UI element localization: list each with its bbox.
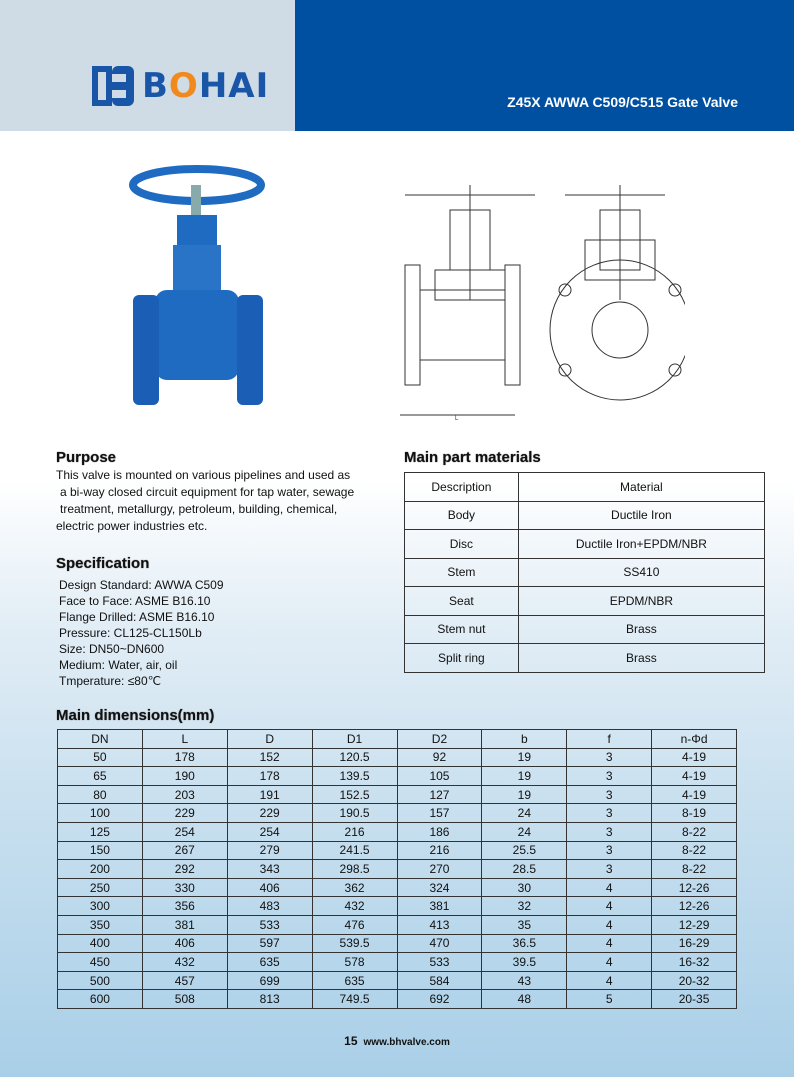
table-cell: Ductile Iron — [518, 501, 764, 530]
purpose-line: This valve is mounted on various pipelines and used as — [56, 468, 351, 482]
table-cell: Stem nut — [405, 615, 519, 644]
table-cell: 432 — [312, 897, 397, 916]
table-row — [58, 860, 737, 879]
table-row — [405, 644, 765, 673]
table-header-row — [58, 730, 737, 749]
table-cell: 692 — [397, 990, 482, 1009]
table-cell: 8-22 — [652, 860, 737, 879]
table-cell: 3 — [567, 860, 652, 879]
table-row — [405, 587, 765, 616]
column-header: f — [567, 730, 652, 749]
purpose-line: electric power industries etc. — [56, 519, 208, 533]
table-cell: 584 — [397, 971, 482, 990]
table-cell: 8-19 — [652, 804, 737, 823]
table-cell: 105 — [397, 767, 482, 786]
table-cell: 362 — [312, 878, 397, 897]
table-cell: 36.5 — [482, 934, 567, 953]
table-cell: 80 — [58, 785, 143, 804]
table-cell: 229 — [142, 804, 227, 823]
page-footer — [0, 1034, 794, 1048]
logo-mark-icon — [92, 66, 136, 106]
table-cell: Split ring — [405, 644, 519, 673]
table-cell: 92 — [397, 748, 482, 767]
table-cell: 125 — [58, 822, 143, 841]
materials-heading: Main part materials — [404, 449, 541, 466]
table-cell: 19 — [482, 767, 567, 786]
table-cell: 8-22 — [652, 841, 737, 860]
table-cell: 178 — [142, 748, 227, 767]
table-cell: 4-19 — [652, 748, 737, 767]
table-row — [58, 767, 737, 786]
table-cell: 350 — [58, 915, 143, 934]
table-cell: 24 — [482, 822, 567, 841]
purpose-text — [56, 467, 354, 535]
spec-line: Face to Face: ASME B16.10 — [59, 594, 211, 608]
table-cell: 300 — [58, 897, 143, 916]
table-cell: 5 — [567, 990, 652, 1009]
table-row — [58, 804, 737, 823]
table-cell: 450 — [58, 953, 143, 972]
specification-list — [59, 577, 224, 689]
table-cell: 813 — [227, 990, 312, 1009]
table-cell: 35 — [482, 915, 567, 934]
table-cell: 178 — [227, 767, 312, 786]
purpose-line: a bi-way closed circuit equipment for tap water, sewage — [60, 485, 355, 499]
table-cell: Seat — [405, 587, 519, 616]
table-cell: 203 — [142, 785, 227, 804]
dim-label-l: L — [455, 416, 459, 422]
table-cell: 539.5 — [312, 934, 397, 953]
table-cell: 4 — [567, 934, 652, 953]
table-cell: 254 — [142, 822, 227, 841]
table-row — [58, 878, 737, 897]
table-row — [58, 785, 737, 804]
table-cell: 4 — [567, 971, 652, 990]
table-cell: EPDM/NBR — [518, 587, 764, 616]
column-header: DN — [58, 730, 143, 749]
table-cell: 476 — [312, 915, 397, 934]
brand-name: BOHAI — [142, 66, 270, 106]
table-cell: 381 — [142, 915, 227, 934]
table-cell: 4-19 — [652, 785, 737, 804]
table-cell: Stem — [405, 558, 519, 587]
table-cell: 578 — [312, 953, 397, 972]
table-cell: 400 — [58, 934, 143, 953]
table-cell: 152 — [227, 748, 312, 767]
table-cell: 292 — [142, 860, 227, 879]
table-cell: 343 — [227, 860, 312, 879]
table-cell: 406 — [227, 878, 312, 897]
table-cell: 3 — [567, 804, 652, 823]
table-cell: 3 — [567, 748, 652, 767]
table-cell: Disc — [405, 530, 519, 559]
table-cell: SS410 — [518, 558, 764, 587]
table-cell: 150 — [58, 841, 143, 860]
table-row — [58, 990, 737, 1009]
table-cell: Body — [405, 501, 519, 530]
table-cell: 699 — [227, 971, 312, 990]
table-cell: 19 — [482, 785, 567, 804]
table-cell: 30 — [482, 878, 567, 897]
purpose-heading: Purpose — [56, 449, 117, 466]
spec-line: Flange Drilled: ASME B16.10 — [59, 610, 215, 624]
table-cell: 324 — [397, 878, 482, 897]
table-cell: 12-26 — [652, 897, 737, 916]
table-cell: 100 — [58, 804, 143, 823]
table-cell: 635 — [227, 953, 312, 972]
table-cell: 16-29 — [652, 934, 737, 953]
table-cell: 500 — [58, 971, 143, 990]
table-cell: 50 — [58, 748, 143, 767]
table-cell: 381 — [397, 897, 482, 916]
table-cell: 533 — [227, 915, 312, 934]
table-cell: 4 — [567, 953, 652, 972]
table-row — [405, 530, 765, 559]
specification-heading: Specification — [56, 555, 150, 572]
table-row — [58, 953, 737, 972]
table-cell: 250 — [58, 878, 143, 897]
table-cell: 279 — [227, 841, 312, 860]
table-cell: 241.5 — [312, 841, 397, 860]
table-cell: 508 — [142, 990, 227, 1009]
table-cell: 186 — [397, 822, 482, 841]
table-cell: 25.5 — [482, 841, 567, 860]
table-cell: 65 — [58, 767, 143, 786]
column-header: L — [142, 730, 227, 749]
table-cell: 267 — [142, 841, 227, 860]
table-cell: 413 — [397, 915, 482, 934]
table-cell: 139.5 — [312, 767, 397, 786]
table-cell: 600 — [58, 990, 143, 1009]
table-cell: 3 — [567, 841, 652, 860]
table-cell: 483 — [227, 897, 312, 916]
spec-line: Design Standard: AWWA C509 — [59, 578, 224, 592]
table-cell: 298.5 — [312, 860, 397, 879]
website-url[interactable]: www.bhvalve.com — [363, 1037, 450, 1048]
table-cell: 191 — [227, 785, 312, 804]
spec-line: Size: DN50~DN600 — [59, 642, 165, 656]
table-header-row — [405, 473, 765, 502]
spec-line: Pressure: CL125-CL150Lb — [59, 626, 202, 640]
table-cell: 28.5 — [482, 860, 567, 879]
table-cell: 190 — [142, 767, 227, 786]
table-cell: 470 — [397, 934, 482, 953]
table-cell: 216 — [397, 841, 482, 860]
table-cell: 12-26 — [652, 878, 737, 897]
table-cell: 48 — [482, 990, 567, 1009]
technical-drawing — [385, 180, 685, 425]
header-right-panel — [295, 0, 794, 131]
table-cell: 12-29 — [652, 915, 737, 934]
table-cell: 432 — [142, 953, 227, 972]
page-number: 15 — [344, 1034, 358, 1048]
table-cell: 457 — [142, 971, 227, 990]
table-row — [58, 822, 737, 841]
table-cell: 8-22 — [652, 822, 737, 841]
table-cell: Brass — [518, 644, 764, 673]
table-cell: 20-32 — [652, 971, 737, 990]
table-cell: 229 — [227, 804, 312, 823]
table-cell: 127 — [397, 785, 482, 804]
dimensions-table — [57, 729, 737, 1009]
dimensions-heading: Main dimensions(mm) — [56, 707, 215, 724]
bohai-logo — [92, 66, 269, 106]
purpose-line: treatment, metallurgy, petroleum, building, chemical, — [60, 502, 338, 516]
table-cell: 19 — [482, 748, 567, 767]
table-cell: 254 — [227, 822, 312, 841]
table-row — [58, 841, 737, 860]
table-cell: 4-19 — [652, 767, 737, 786]
column-header: n-Φd — [652, 730, 737, 749]
table-row — [58, 897, 737, 916]
table-row — [58, 748, 737, 767]
table-cell: 4 — [567, 897, 652, 916]
table-cell: 152.5 — [312, 785, 397, 804]
valve-photo — [125, 160, 270, 410]
table-cell: 200 — [58, 860, 143, 879]
column-header: D — [227, 730, 312, 749]
table-cell: 3 — [567, 767, 652, 786]
table-row — [58, 915, 737, 934]
table-cell: 3 — [567, 822, 652, 841]
table-cell: 749.5 — [312, 990, 397, 1009]
table-cell: 120.5 — [312, 748, 397, 767]
table-cell: 20-35 — [652, 990, 737, 1009]
column-header: D2 — [397, 730, 482, 749]
column-header: Description — [405, 473, 519, 502]
table-cell: 216 — [312, 822, 397, 841]
table-cell: 4 — [567, 915, 652, 934]
table-cell: 635 — [312, 971, 397, 990]
column-header: D1 — [312, 730, 397, 749]
column-header: Material — [518, 473, 764, 502]
table-cell: 270 — [397, 860, 482, 879]
table-cell: 533 — [397, 953, 482, 972]
table-cell: 32 — [482, 897, 567, 916]
page-title: Z45X AWWA C509/C515 Gate Valve — [507, 94, 738, 110]
table-cell: 43 — [482, 971, 567, 990]
table-cell: 24 — [482, 804, 567, 823]
table-cell: 16-32 — [652, 953, 737, 972]
table-cell: 190.5 — [312, 804, 397, 823]
table-cell: 356 — [142, 897, 227, 916]
table-cell: 3 — [567, 785, 652, 804]
table-cell: Ductile Iron+EPDM/NBR — [518, 530, 764, 559]
table-cell: 597 — [227, 934, 312, 953]
spec-line: Tmperature: ≤80℃ — [59, 674, 162, 688]
table-cell: 4 — [567, 878, 652, 897]
spec-line: Medium: Water, air, oil — [59, 658, 178, 672]
table-row — [58, 971, 737, 990]
table-cell: 406 — [142, 934, 227, 953]
table-cell: 330 — [142, 878, 227, 897]
table-row — [405, 558, 765, 587]
table-row — [58, 934, 737, 953]
table-cell: Brass — [518, 615, 764, 644]
column-header: b — [482, 730, 567, 749]
table-cell: 39.5 — [482, 953, 567, 972]
table-row — [405, 615, 765, 644]
table-row — [405, 501, 765, 530]
materials-table — [404, 472, 765, 673]
table-cell: 157 — [397, 804, 482, 823]
